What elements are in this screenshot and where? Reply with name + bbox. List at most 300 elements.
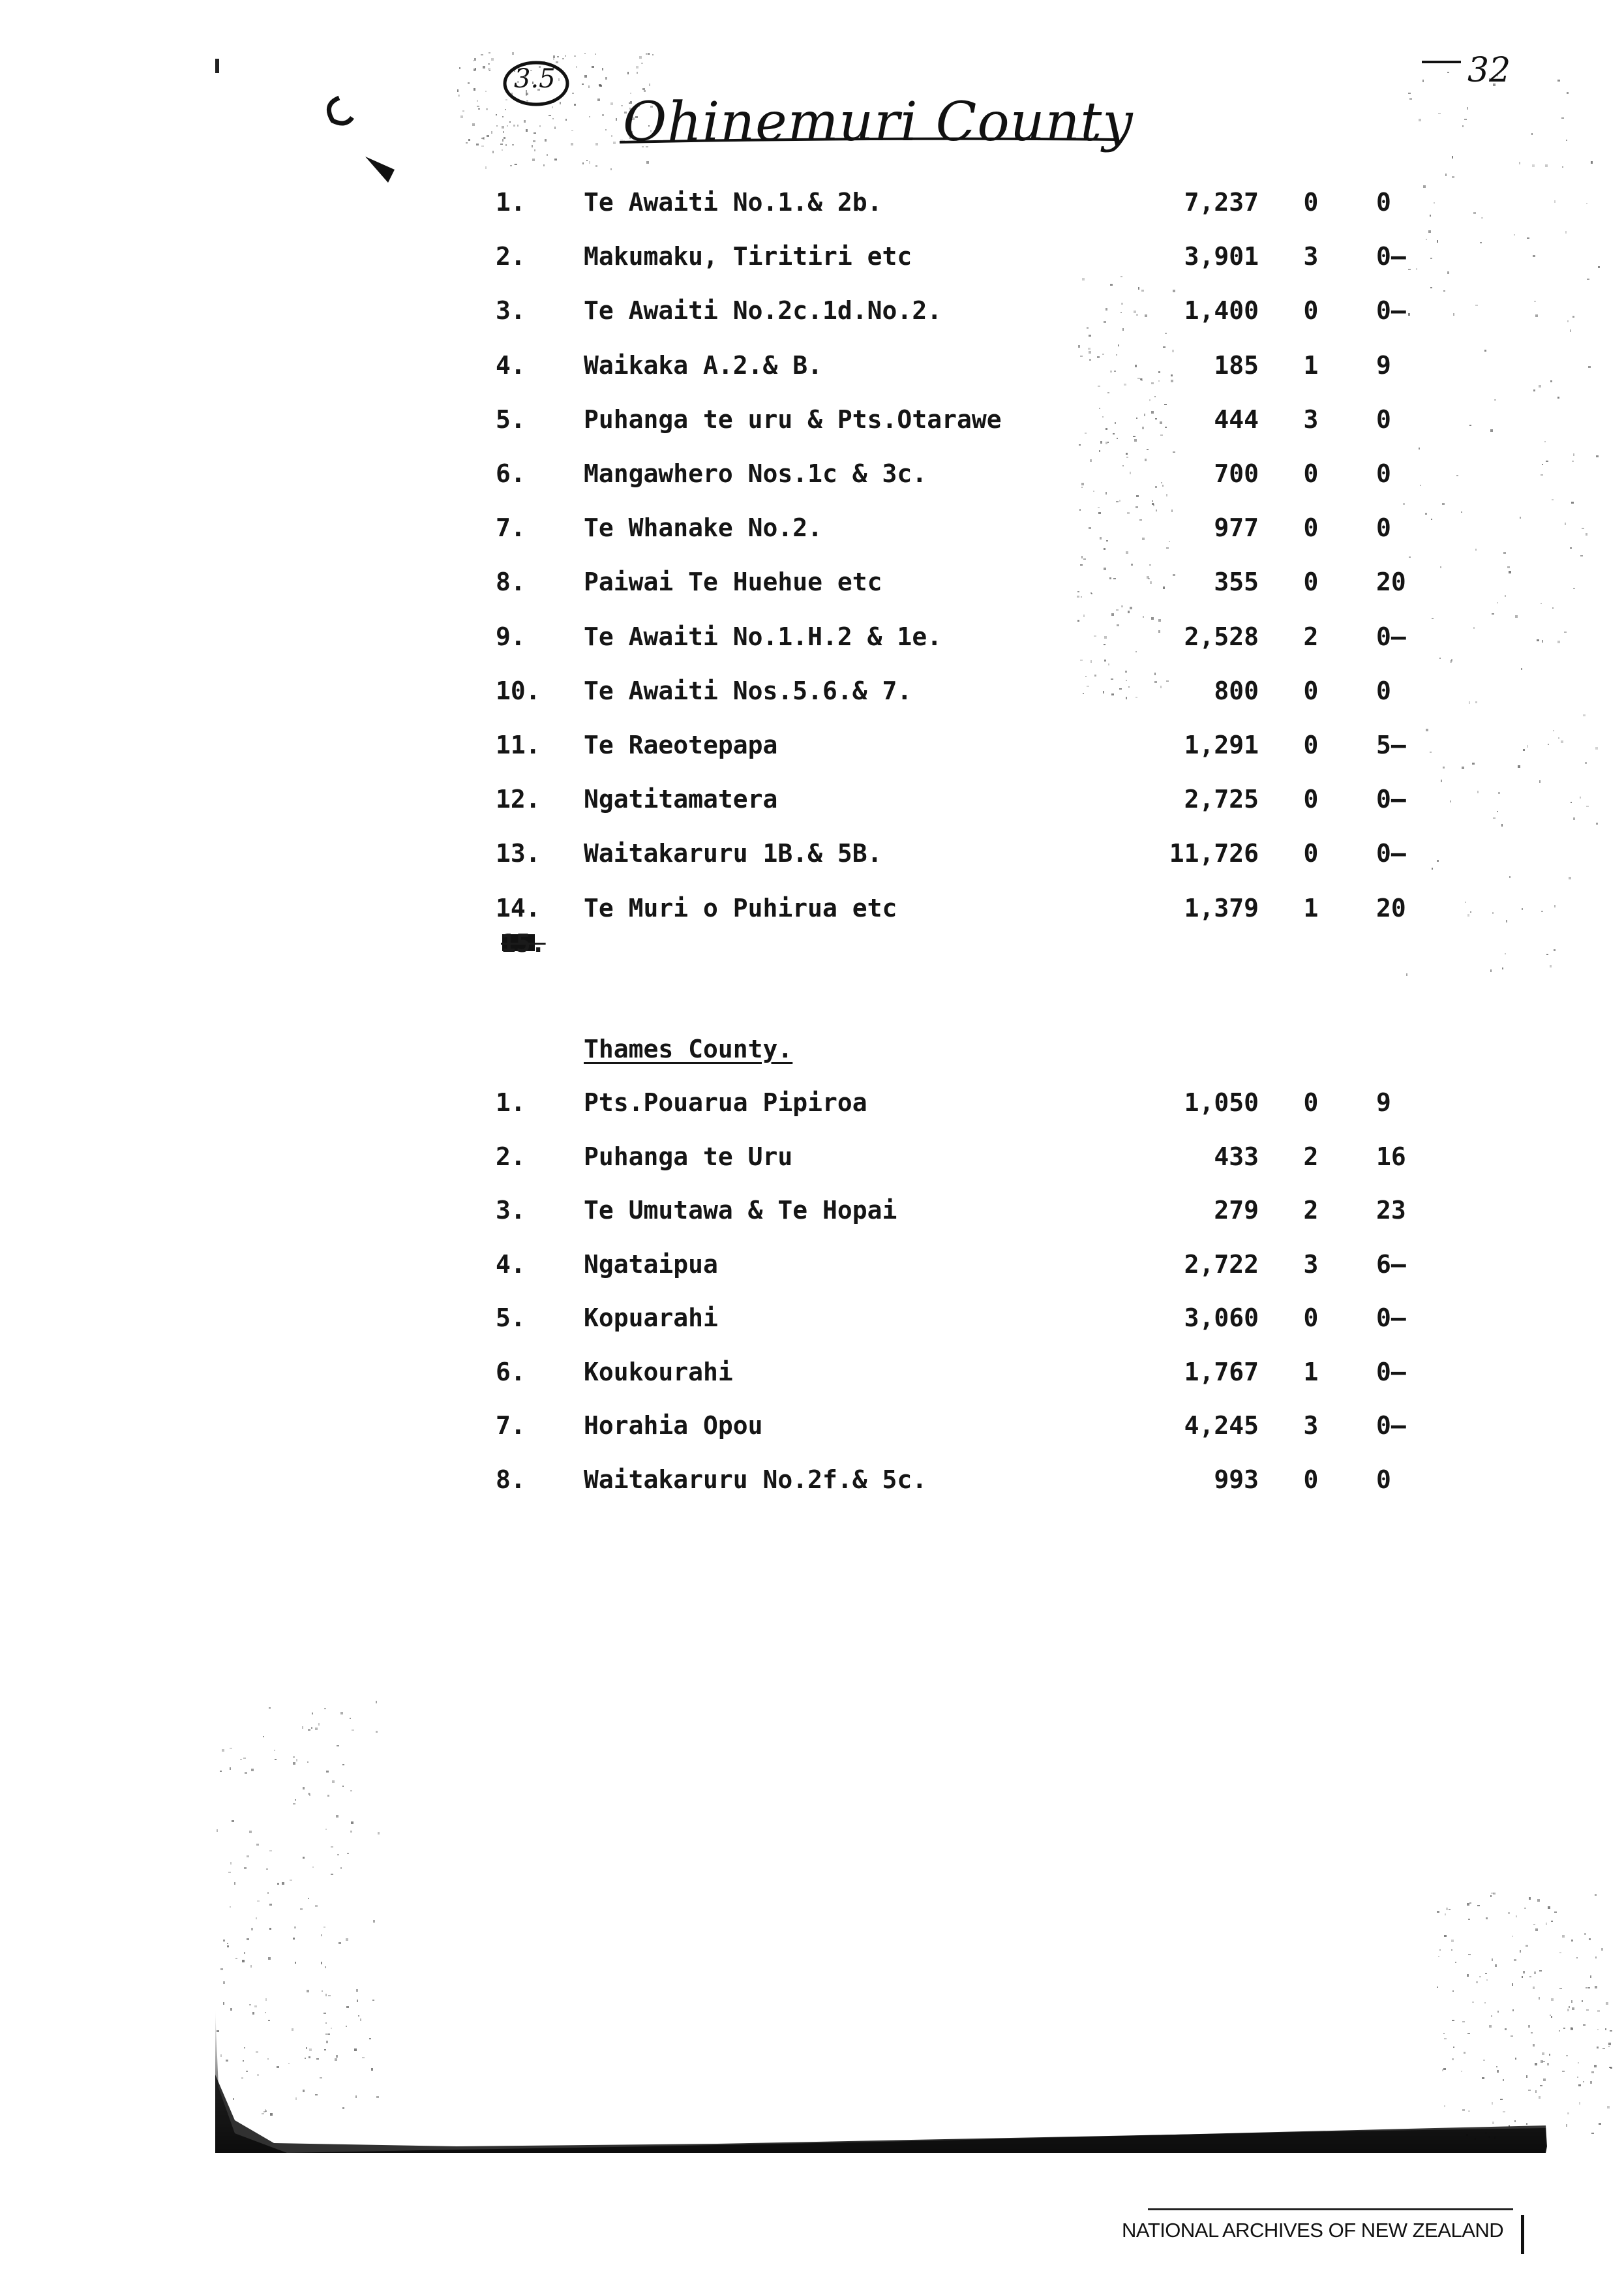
speckle-dot [247, 1855, 249, 1857]
area-roods: 0 [1303, 839, 1319, 868]
speckle-dot [256, 1844, 259, 1846]
speckle-dot [303, 1787, 305, 1789]
area-perches: 23 [1376, 1196, 1406, 1225]
speckle-dot [485, 166, 487, 169]
speckle-dot [476, 144, 479, 145]
speckle-dot [1589, 1938, 1591, 1940]
speckle-dot [1586, 1987, 1587, 1988]
speckle-dot [483, 66, 485, 69]
speckle-dot [496, 114, 497, 115]
speckle-dot [1494, 399, 1496, 401]
speckle-dot [337, 1745, 339, 1746]
area-acres: 1,291 [1184, 731, 1259, 759]
speckle-dot [244, 1867, 247, 1869]
area-roods: 2 [1303, 622, 1319, 651]
speckle-dot [1527, 237, 1529, 239]
area-perches: 20 [1376, 568, 1406, 597]
table-row [0, 405, 1624, 444]
speckle-dot [371, 2068, 373, 2071]
speckle-dot [303, 1857, 305, 1859]
speckle-dot [269, 1707, 271, 1709]
speckle-dot [1512, 1936, 1513, 1937]
area-acres: 11,726 [1169, 839, 1259, 868]
speckle-dot [485, 91, 487, 92]
speckle-dot [244, 1952, 245, 1954]
speckle-dot [302, 1726, 303, 1729]
speckle-dot [277, 1883, 279, 1885]
speckle-dot [1532, 164, 1535, 167]
speckle-dot [468, 139, 470, 141]
speckle-dot [545, 139, 547, 142]
speckle-dot [326, 1771, 329, 1773]
area-acres: 3,901 [1184, 242, 1259, 271]
speckle-dot [1505, 953, 1506, 954]
speckle-dot [352, 1729, 354, 1731]
speckle-dot [325, 1994, 327, 1996]
speckle-dot [321, 1934, 322, 1936]
speckle-dot [1597, 2029, 1599, 2030]
speckle-dot [1590, 2081, 1592, 2084]
speckle-dot [1520, 1950, 1521, 1953]
speckle-dot [500, 144, 503, 145]
table-row [0, 622, 1624, 662]
speckle-dot [243, 2060, 244, 2062]
speckle-dot [303, 2090, 305, 2092]
speckle-dot [1439, 1949, 1441, 1951]
speckle-dot [356, 1989, 358, 1992]
area-roods: 0 [1303, 188, 1319, 217]
speckle-dot [534, 149, 535, 151]
table-row [0, 677, 1624, 716]
stamp-rule [1148, 2208, 1513, 2210]
speckle-dot [1587, 1987, 1590, 1988]
block-name: Waitakaruru 1B.& 5B. [584, 839, 882, 868]
table-row [0, 568, 1624, 607]
speckle-dot [346, 2026, 347, 2027]
speckle-dot [312, 1866, 314, 1868]
speckle-dot [1515, 2058, 1516, 2060]
speckle-dot [524, 120, 526, 123]
speckle-dot [627, 72, 629, 74]
speckle-dot [1088, 348, 1090, 350]
speckle-dot [1419, 119, 1421, 121]
speckle-dot [1452, 156, 1453, 159]
area-perches: 0 [1376, 459, 1391, 488]
speckle-dot [376, 1701, 377, 1703]
speckle-dot [1571, 502, 1574, 504]
speckle-dot [235, 1958, 237, 1959]
speckle-dot [245, 1772, 247, 1774]
speckle-dot [325, 1829, 327, 1830]
speckle-dot [1501, 824, 1503, 827]
speckle-dot [325, 2022, 327, 2024]
speckle-dot [611, 135, 612, 137]
speckle-dot [265, 2012, 266, 2013]
speckle-dot [1428, 230, 1431, 233]
speckle-dot [308, 2056, 310, 2058]
speckle-dot [1098, 507, 1100, 508]
speckle-dot [1083, 558, 1086, 560]
speckle-dot [323, 2013, 326, 2014]
speckle-dot [1546, 1923, 1547, 1925]
speckle-dot [1597, 2010, 1600, 2012]
speckle-dot [265, 2110, 267, 2112]
speckle-dot [308, 1793, 310, 1795]
speckle-dot [1467, 107, 1468, 110]
area-roods: 0 [1303, 459, 1319, 488]
speckle-dot [1571, 1940, 1573, 1941]
block-name: Te Whanake No.2. [584, 513, 823, 543]
speckle-dot [1572, 2007, 1574, 2010]
speckle-dot [270, 2113, 273, 2116]
area-roods: 3 [1303, 1249, 1319, 1279]
speckle-dot [1147, 449, 1149, 450]
speckle-dot [267, 1892, 269, 1894]
speckle-dot [1571, 2000, 1572, 2003]
table-row [0, 1465, 1624, 1504]
speckle-dot [1441, 780, 1442, 782]
speckle-dot [1131, 564, 1133, 566]
speckle-dot [324, 2049, 326, 2050]
speckle-dot [1551, 1998, 1554, 2001]
speckle-dot [296, 1759, 297, 1761]
row-number: 6. [496, 1357, 526, 1386]
speckle-dot [505, 109, 506, 110]
speckle-dot [1491, 1893, 1494, 1894]
speckle-dot [318, 1723, 320, 1726]
speckle-dot [1526, 2075, 1527, 2078]
speckle-dot [378, 1832, 380, 1835]
speckle-dot [1554, 1911, 1557, 1913]
speckle-dot [257, 2074, 259, 2076]
speckle-dot [504, 137, 505, 139]
speckle-dot [481, 54, 483, 55]
speckle-dot [1595, 1894, 1597, 1896]
speckle-dot [565, 55, 566, 57]
speckle-dot [1467, 1903, 1469, 1906]
table-row [0, 1088, 1624, 1127]
speckle-dot [376, 1731, 378, 1733]
speckle-dot [249, 1831, 252, 1833]
speckle-dot [459, 67, 460, 69]
speckle-dot [488, 68, 490, 70]
speckle-dot [505, 144, 507, 146]
speckle-dot [1409, 556, 1411, 558]
speckle-dot [228, 1872, 231, 1873]
area-roods: 0 [1303, 785, 1319, 814]
area-acres: 700 [1214, 459, 1259, 488]
row-number: 3. [496, 296, 526, 326]
block-name: Kopuarahi [584, 1303, 718, 1332]
speckle-dot [1492, 2122, 1494, 2124]
speckle-dot [599, 84, 601, 86]
archives-stamp [1122, 2208, 1526, 2254]
speckle-dot [292, 2028, 293, 2031]
page-number: 32 [1467, 51, 1511, 90]
speckle-dot [1537, 1899, 1540, 1902]
speckle-dot [1406, 973, 1407, 976]
speckle-dot [1550, 965, 1552, 967]
speckle-dot [1462, 2109, 1465, 2111]
speckle-dot [1569, 2006, 1570, 2008]
table-row [0, 459, 1624, 498]
speckle-dot [234, 1882, 235, 1885]
speckle-dot [1118, 344, 1119, 346]
speckle-dot [1492, 1958, 1493, 1961]
table-row [0, 1411, 1624, 1450]
speckle-dot [1149, 564, 1151, 566]
speckle-dot [226, 2060, 228, 2062]
speckle-dot [562, 58, 564, 59]
row-number: 7. [496, 513, 526, 543]
row-number: 10. [496, 676, 541, 705]
speckle-dot [1531, 2032, 1533, 2033]
speckle-dot [1514, 2120, 1516, 2122]
speckle-dot [1605, 2028, 1606, 2030]
speckle-dot [223, 1981, 225, 1984]
area-acres: 444 [1214, 404, 1259, 434]
table-row [0, 242, 1624, 281]
speckle-dot [1461, 2071, 1462, 2072]
area-acres: 2,528 [1184, 622, 1259, 651]
speckle-dot [533, 140, 535, 142]
speckle-dot [532, 145, 533, 147]
speckle-dot [616, 118, 617, 121]
speckle-dot [589, 116, 590, 117]
area-roods: 0 [1303, 296, 1319, 326]
speckle-dot [491, 131, 492, 134]
speckle-dot [1099, 450, 1100, 452]
area-roods: 0 [1303, 731, 1319, 759]
speckle-dot [532, 159, 535, 161]
block-name: Pts.Pouarua Pipiroa [584, 1088, 867, 1117]
speckle-dot [1081, 556, 1083, 558]
speckle-dot [474, 58, 476, 61]
speckle-dot [1594, 2065, 1597, 2067]
speckle-dot [369, 2038, 371, 2039]
speckle-dot [307, 1761, 308, 1763]
speckle-dot [574, 55, 576, 57]
speckle-dot [309, 2048, 312, 2051]
speckle-dot [1521, 668, 1522, 670]
speckle-dot [308, 1729, 310, 1731]
speckle-dot [220, 1771, 222, 1772]
speckle-dot [1582, 2000, 1583, 2002]
block-name: Te Awaiti No.2c.1d.No.2. [584, 296, 942, 326]
row-number: 14. [496, 893, 541, 922]
speckle-dot [1482, 2077, 1484, 2079]
speckle-dot [1514, 1959, 1516, 1961]
speckle-dot [1540, 2085, 1542, 2086]
speckle-dot [1549, 2054, 1550, 2056]
speckle-dot [1442, 503, 1445, 505]
speckle-dot [1543, 2078, 1546, 2081]
speckle-dot [1485, 1973, 1487, 1974]
speckle-dot [496, 125, 498, 127]
speckle-dot [1559, 1952, 1561, 1953]
speckle-dot [1496, 2066, 1497, 2067]
speckle-dot [602, 114, 604, 116]
speckle-dot [316, 2058, 319, 2060]
speckle-dot [1551, 2016, 1552, 2018]
speckle-dot [1596, 455, 1599, 457]
speckle-dot [342, 1786, 344, 1787]
speckle-dot [295, 1962, 296, 1964]
row-number: 13. [496, 839, 541, 868]
speckle-dot [1149, 399, 1150, 401]
speckle-dot [602, 68, 603, 70]
area-roods: 2 [1303, 1196, 1319, 1225]
area-acres: 279 [1214, 1196, 1259, 1225]
speckle-dot [1579, 2102, 1580, 2105]
speckle-dot [282, 1882, 284, 1885]
speckle-dot [475, 68, 476, 70]
speckle-dot [1492, 2102, 1493, 2105]
speckle-dot [1464, 2052, 1466, 2054]
table-row [0, 1196, 1624, 1235]
speckle-dot [373, 1920, 375, 1923]
speckle-dot [1591, 2133, 1594, 2134]
area-perches: 20 [1376, 893, 1406, 922]
block-name: Te Muri o Puhirua etc [584, 893, 897, 922]
speckle-dot [328, 1995, 331, 1996]
speckle-dot [1566, 2055, 1568, 2056]
table-row [0, 1142, 1624, 1181]
speckle-dot [1455, 1962, 1456, 1963]
speckle-dot [1563, 2028, 1565, 2029]
speckle-dot [1571, 2028, 1573, 2030]
speckle-dot [592, 66, 594, 68]
area-acres: 2,725 [1184, 785, 1259, 814]
speckle-dot [462, 110, 464, 112]
speckle-dot [610, 168, 612, 170]
block-name: Koukourahi [584, 1357, 733, 1386]
speckle-dot [251, 1928, 253, 1930]
speckle-dot [263, 1736, 264, 1737]
speckle-dot [1472, 2002, 1474, 2003]
speckle-dot [1559, 2030, 1560, 2032]
speckle-dot [1484, 2002, 1486, 2003]
speckle-dot [1083, 615, 1085, 617]
speckle-dot [1511, 2035, 1513, 2037]
speckle-dot [1545, 164, 1548, 167]
speckle-dot [1152, 503, 1154, 505]
speckle-dot [338, 1942, 341, 1944]
table-row [0, 513, 1624, 553]
speckle-dot [1539, 2096, 1541, 2099]
speckle-dot [1461, 511, 1462, 513]
row-number: 4. [496, 1249, 526, 1279]
speckle-dot [539, 125, 541, 127]
speckle-dot [322, 1990, 323, 1992]
speckle-dot [648, 53, 650, 55]
speckle-dot [376, 2096, 379, 2098]
area-acres: 1,379 [1184, 893, 1259, 922]
speckle-dot [233, 2098, 234, 2100]
speckle-dot [595, 53, 596, 55]
speckle-dot [294, 1926, 296, 1928]
area-acres: 2,722 [1184, 1249, 1259, 1279]
speckle-dot [295, 2097, 297, 2100]
speckle-dot [312, 1713, 313, 1714]
speckle-dot [1451, 1949, 1452, 1951]
speckle-dot [220, 1968, 223, 1970]
speckle-dot [251, 1769, 254, 1771]
speckle-dot [1565, 231, 1567, 234]
speckle-dot [1533, 1924, 1535, 1925]
speckle-dot [230, 1906, 231, 1908]
speckle-dot [574, 104, 576, 106]
speckle-dot [346, 2006, 349, 2008]
speckle-dot [1539, 1997, 1540, 2000]
row-number: 3. [496, 1196, 526, 1225]
speckle-dot [346, 1938, 348, 1941]
speckle-dot [288, 2063, 290, 2064]
speckle-dot [337, 1854, 339, 1855]
speckle-dot [582, 162, 584, 164]
speckle-dot [1111, 613, 1114, 616]
area-perches: 9 [1376, 1088, 1391, 1117]
speckle-dot [565, 119, 567, 121]
speckle-dot [1483, 2060, 1485, 2061]
speckle-dot [1591, 2071, 1594, 2073]
block-name: Ngatitamatera [584, 785, 778, 814]
speckle-dot [1130, 607, 1132, 609]
speckle-dot [267, 2058, 269, 2060]
speckle-dot [350, 1790, 352, 1791]
speckle-dot [1126, 453, 1128, 455]
speckle-dot [517, 125, 519, 127]
row-number: 2. [496, 242, 526, 271]
speckle-dot [1430, 287, 1432, 288]
speckle-dot [1552, 607, 1554, 609]
block-name: Te Awaiti Nos.5.6.& 7. [584, 676, 912, 705]
speckle-dot [227, 1943, 228, 1944]
speckle-dot [514, 164, 517, 165]
area-acres: 993 [1214, 1465, 1259, 1494]
speckle-dot [1576, 1957, 1578, 1958]
speckle-dot [350, 1831, 352, 1833]
area-perches: 0 [1376, 1465, 1391, 1494]
speckle-dot [549, 115, 551, 116]
speckle-dot [513, 125, 515, 127]
block-name: Te Awaiti No.1.H.2 & 1e. [584, 622, 942, 651]
block-name: Horahia Opou [584, 1411, 763, 1440]
speckle-dot [257, 1900, 260, 1902]
speckle-dot [502, 126, 504, 129]
speckle-dot [1514, 234, 1515, 236]
reference-mark: 3.5 [514, 64, 556, 94]
speckle-dot [265, 2109, 266, 2110]
speckle-dot [554, 127, 556, 129]
speckle-dot [300, 1908, 303, 1910]
speckle-dot [1152, 500, 1153, 502]
speckle-dot [1444, 1935, 1447, 1937]
speckle-dot [1580, 555, 1583, 556]
speckle-dot [477, 100, 478, 102]
speckle-dot [605, 129, 607, 130]
speckle-dot [222, 1749, 224, 1752]
speckle-dot [637, 72, 638, 74]
speckle-dot [1419, 448, 1420, 449]
area-roods: 0 [1303, 1465, 1319, 1494]
area-roods: 1 [1303, 350, 1319, 380]
speckle-dot [507, 125, 508, 127]
speckle-dot [1453, 2047, 1454, 2048]
speckle-dot [636, 66, 639, 69]
speckle-dot [340, 1712, 343, 1714]
speckle-dot [1601, 1948, 1603, 1951]
